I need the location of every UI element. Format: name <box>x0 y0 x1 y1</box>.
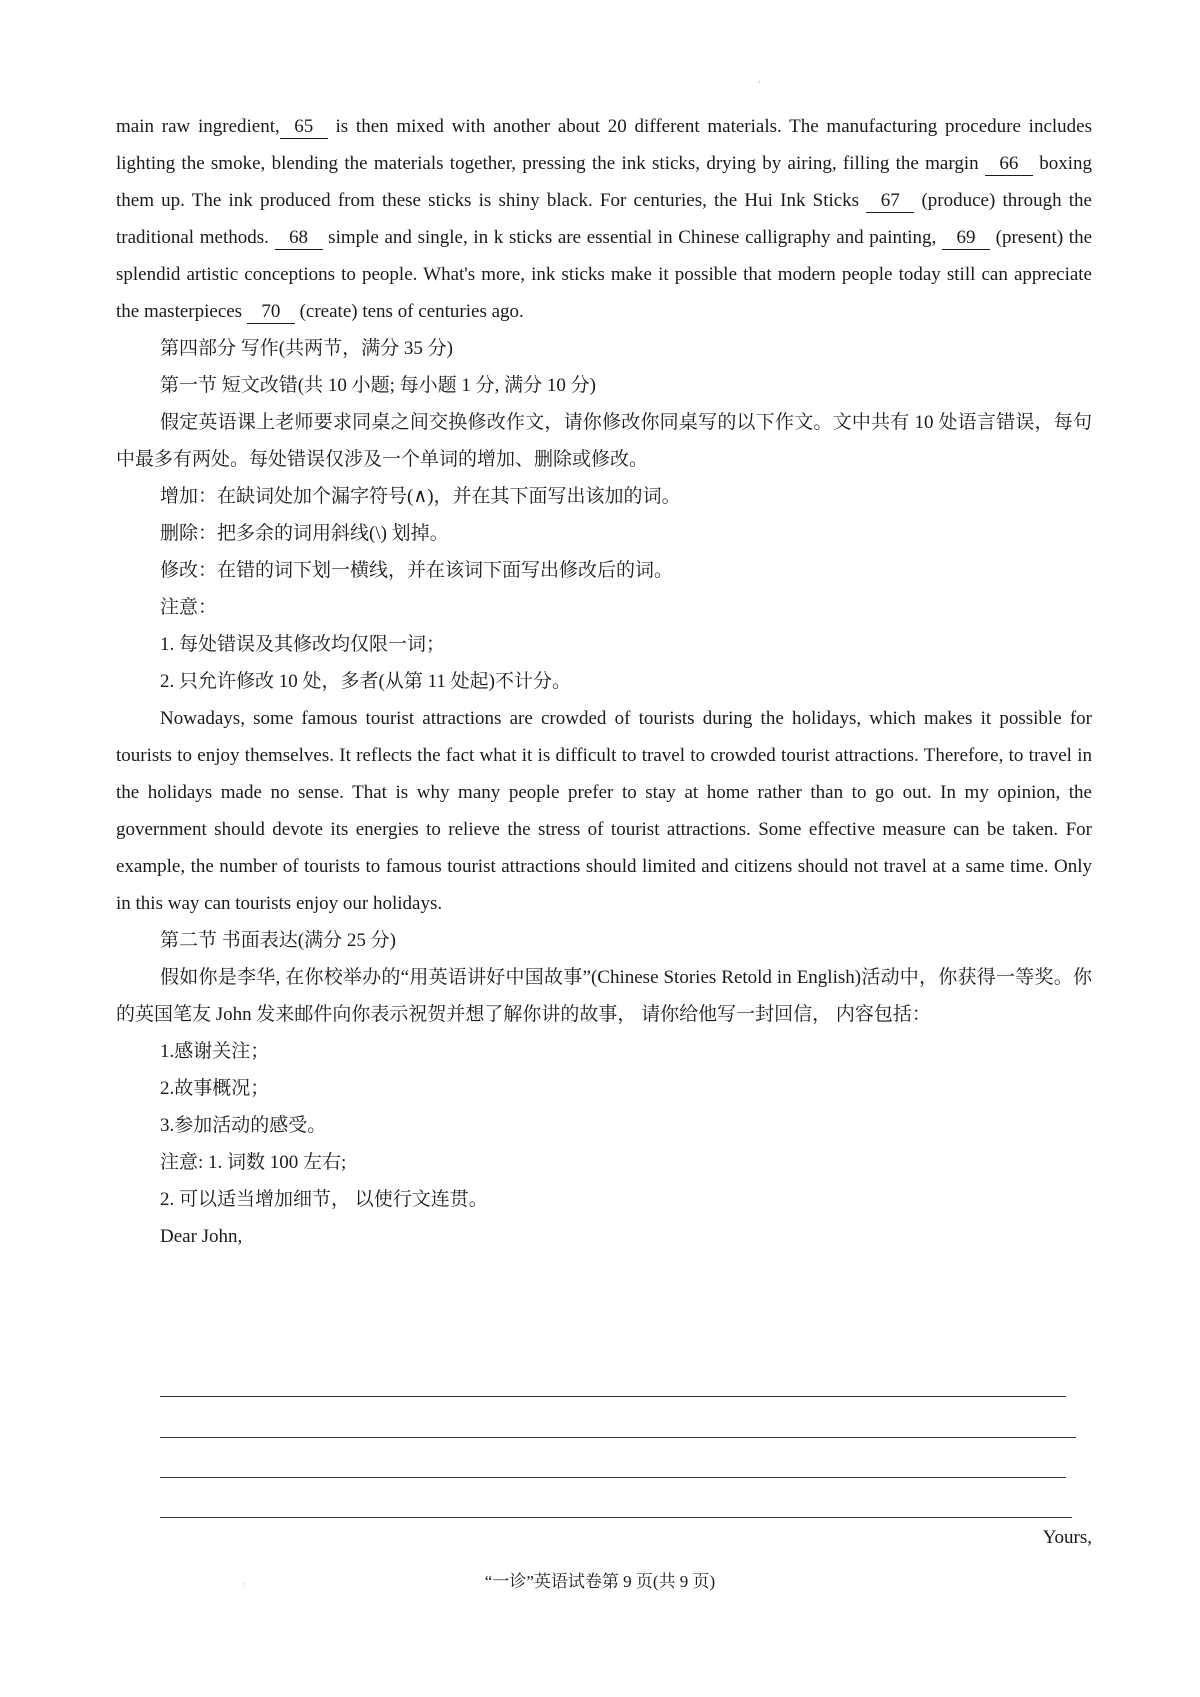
content-item-1: 1.感谢关注； <box>160 1041 270 1062</box>
part4-title: 第四部分 写作(共两节，满分 35 分) <box>160 338 453 359</box>
passage-text: main raw ingredient, <box>116 116 280 137</box>
error-correction-essay: Nowadays, some famous tourist attractions are crowded of tourists during the holidays, which makes it possible for tourists to enjoy themselves. It reflects the fact what it is difficult to travel to crowded tourist attractions. Therefore, to travel in the holidays made no sense. That is why many people prefer to stay at home rather than to go out. In my opinion, the government should devote its energies to relieve the stress of tourist attractions. Some effective measure can be taken. For example, the number of tourists to famous tourist attractions should limited and citizens should not travel at a same time. Only in this way can tourists enjoy our holidays. <box>116 708 1092 914</box>
note-2: 2. 只允许修改 10 处，多者(从第 11 处起)不计分。 <box>160 671 571 692</box>
passage-text: (create) tens of centuries ago. <box>294 301 524 322</box>
answer-line[interactable] <box>160 1396 1066 1397</box>
note-1: 1. 每处错误及其修改均仅限一词； <box>160 634 446 655</box>
letter-salutation: Dear John, <box>160 1226 243 1247</box>
passage-text: boxing them up. The ink produced from these sticks is shiny black. For centuries, the Hui Ink Sticks <box>116 153 1092 211</box>
passage-text: simple and single, in k sticks are essential in Chinese calligraphy and painting, <box>322 227 942 248</box>
passage-text: is then mixed with another about 20 different materials. The manufacturing procedure includes lighting the smoke, blending the materials together, pressing the ink sticks, drying by airing, filling the margin <box>116 116 1092 174</box>
answer-line[interactable] <box>160 1477 1066 1478</box>
section1-title: 第一节 短文改错(共 10 小题; 每小题 1 分, 满分 10 分) <box>160 375 596 396</box>
content-item-3: 3.参加活动的感受。 <box>160 1115 327 1136</box>
writing-note-1: 注意: 1. 词数 100 左右; <box>160 1152 347 1173</box>
passage-text: (present) the splendid artistic conceptions to people. What's more, ink sticks make it possible that modern people today still can appreciate the masterpieces <box>116 227 1093 322</box>
blank-66[interactable]: 66 <box>985 153 1033 176</box>
letter-closing: Yours, <box>1042 1527 1092 1548</box>
rule-modify: 修改：在错的词下划一横线，并在该词下面写出修改后的词。 <box>160 560 674 581</box>
writing-note-2: 2. 可以适当增加细节， 以使行文连贯。 <box>160 1189 488 1210</box>
blank-67[interactable]: 67 <box>866 190 914 213</box>
scan-mark: : <box>243 1580 245 1588</box>
answer-line[interactable] <box>160 1517 1072 1518</box>
content-item-2: 2.故事概况； <box>160 1078 270 1099</box>
passage-text: (produce) through the traditional methods. <box>116 190 1092 248</box>
rule-add: 增加：在缺词处加个漏字符号(∧)，并在其下面写出该加的词。 <box>160 486 681 507</box>
blank-65[interactable]: 65 <box>280 116 328 139</box>
section2-title: 第二节 书面表达(满分 25 分) <box>160 930 396 951</box>
rule-delete: 删除：把多余的词用斜线(\) 划掉。 <box>160 523 449 544</box>
page-footer: “一诊”英语试卷第 9 页(共 9 页) <box>484 1572 716 1591</box>
answer-line[interactable] <box>160 1437 1076 1438</box>
page-body <box>116 108 1092 1255</box>
blank-68[interactable]: 68 <box>275 227 323 250</box>
blank-69[interactable]: 69 <box>942 227 990 250</box>
section1-instruction: 假定英语课上老师要求同桌之间交换修改作文，请你修改你同桌写的以下作文。文中共有 10 处语言错误，每句中最多有两处。每处错误仅涉及一个单词的增加、删除或修改。 <box>116 412 1092 470</box>
note-label: 注意： <box>160 597 218 618</box>
reading-passage <box>116 108 1092 330</box>
section2-instruction: 假如你是李华, 在你校举办的“用英语讲好中国故事”(Chinese Stories Retold in English)活动中，你获得一等奖。你的英国笔友 John 发来邮件向你表示祝贺并想了解你讲的故事， 请你给他写一封回信， 内容包括： <box>116 967 1092 1025</box>
blank-70[interactable]: 70 <box>247 301 295 324</box>
scan-mark: ' <box>759 80 761 88</box>
